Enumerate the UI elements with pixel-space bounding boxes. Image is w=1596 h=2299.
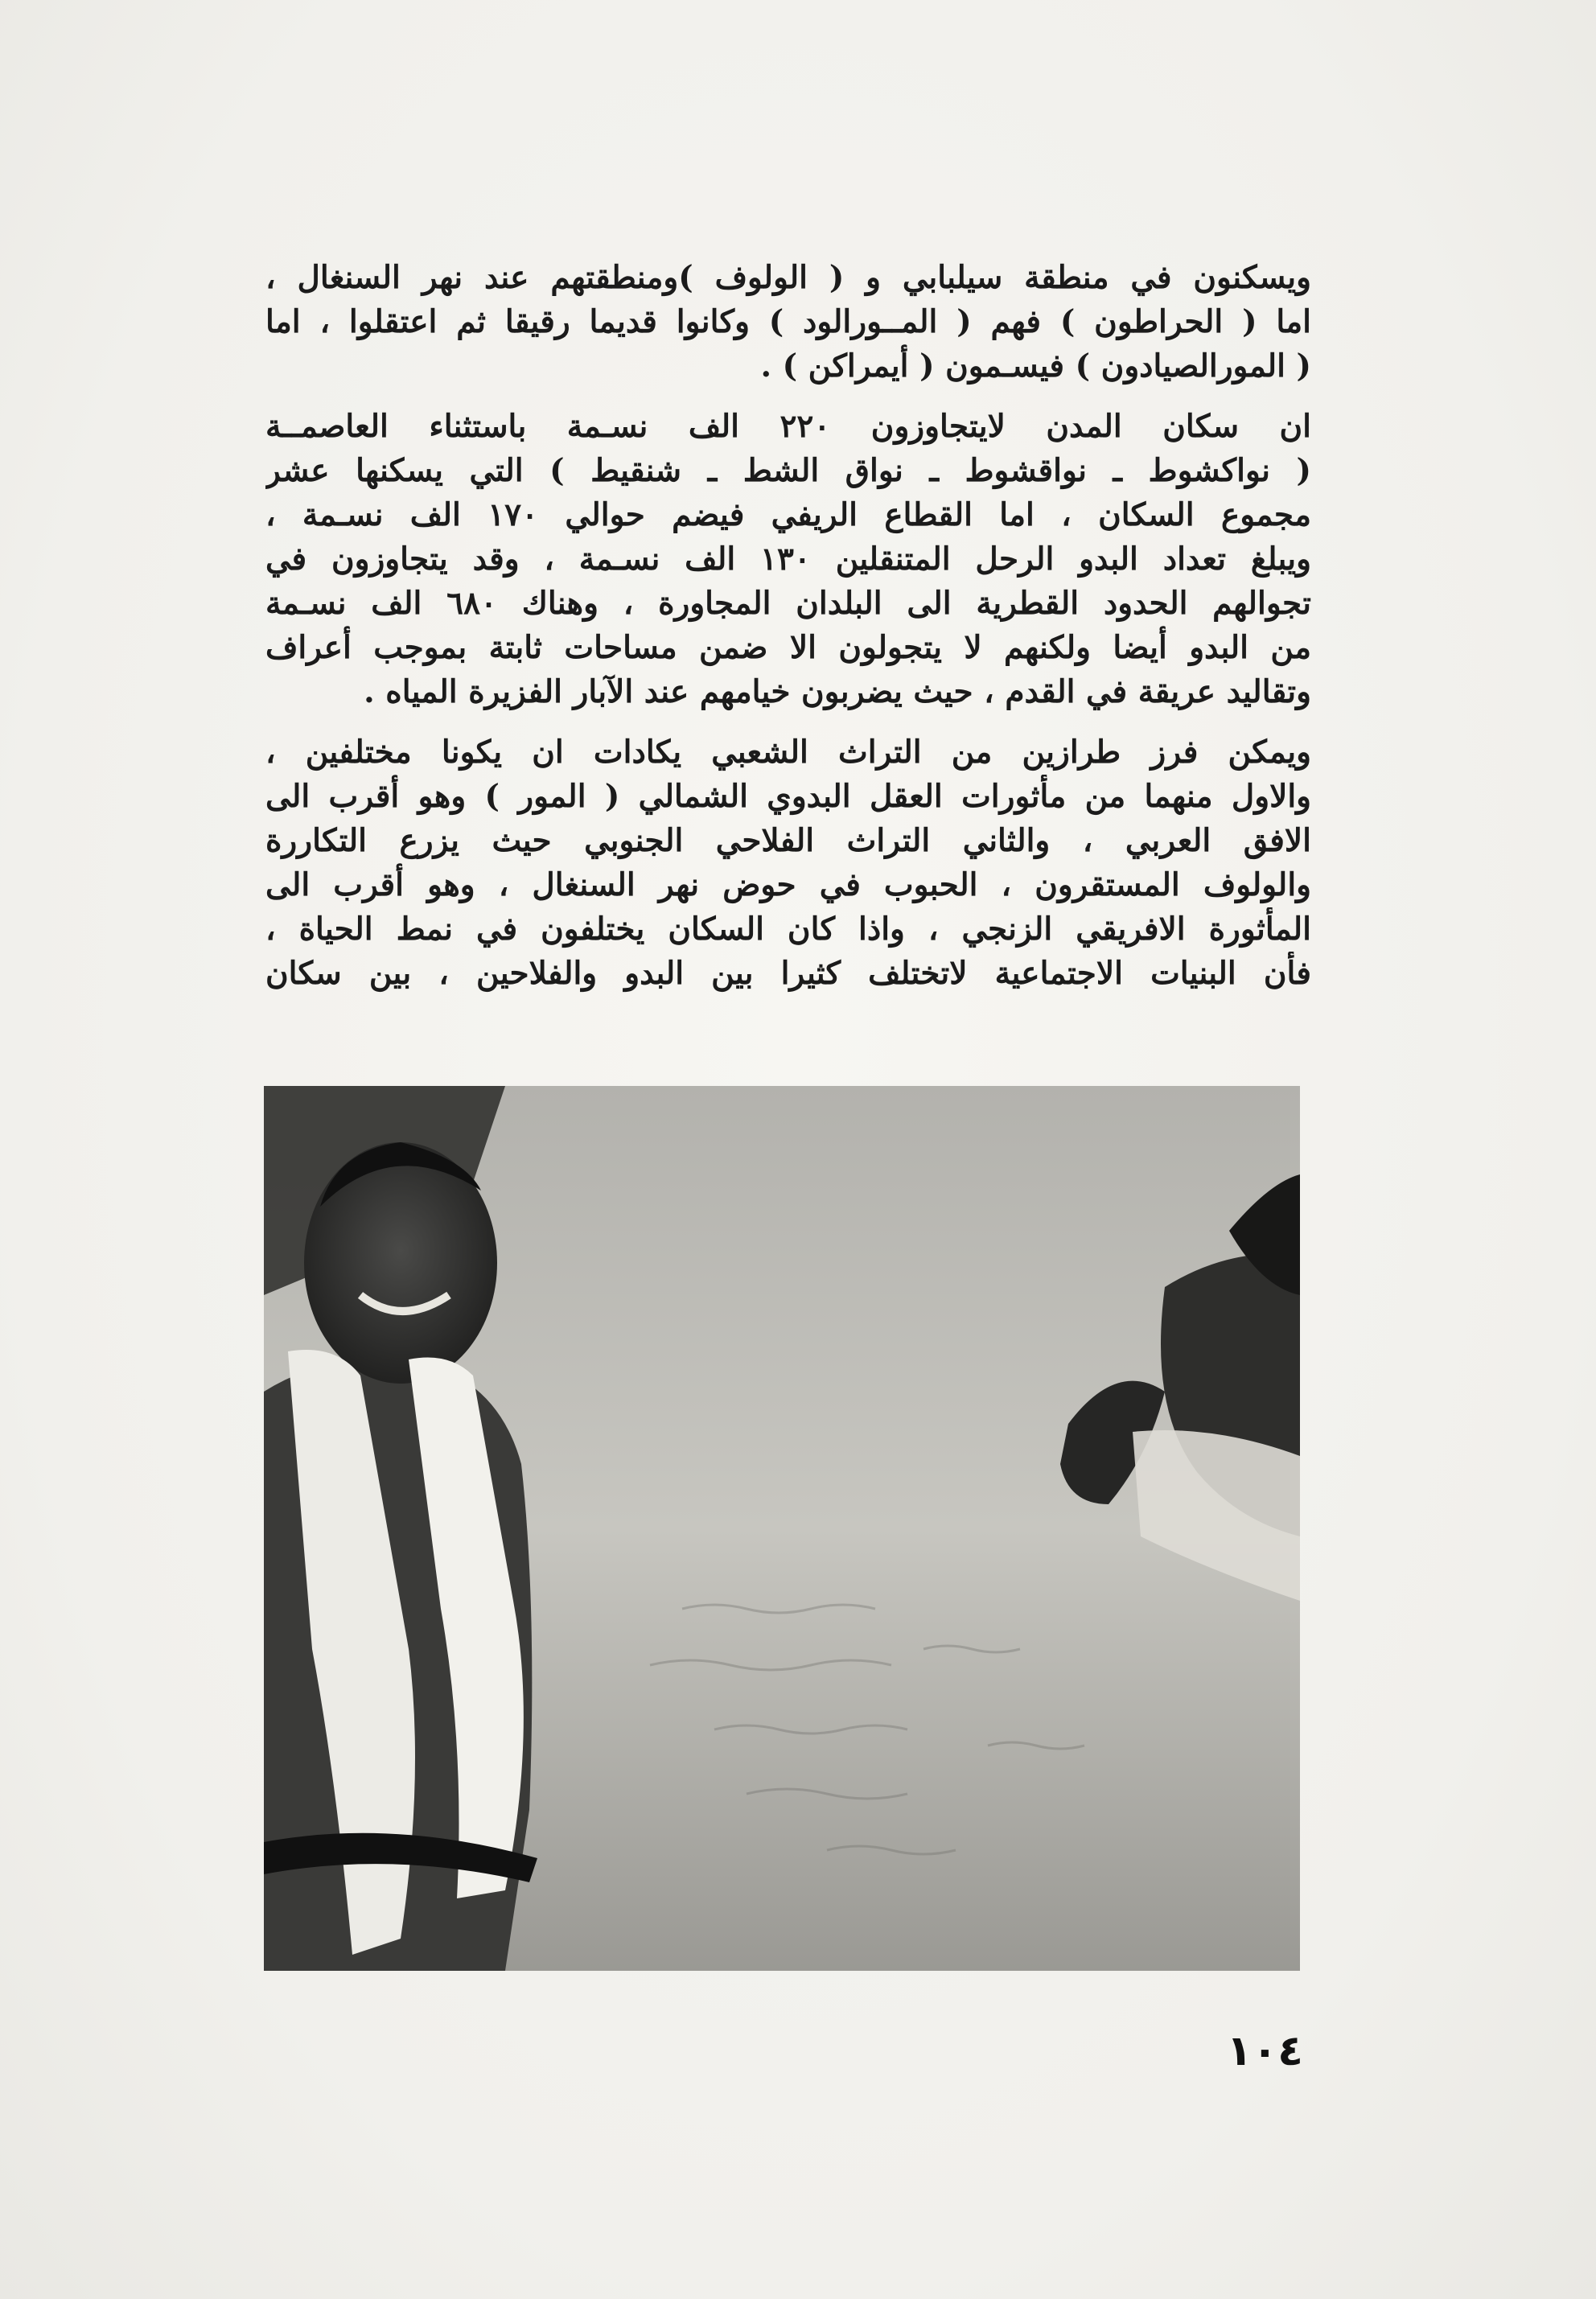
text-line: تجوالهم الحدود القطرية الى البلدان المجاورة ، وهناك ٦٨٠ الف نسـمة xyxy=(265,585,1311,622)
paragraph-2 xyxy=(265,405,1311,714)
text-line: ويمكن فرز طرازين من التراث الشعبي يكادات ان يكونا مختلفين ، xyxy=(265,734,1311,771)
text-line: المأثورة الافريقي الزنجي ، واذا كان السكان يختلفون في نمط الحياة ، xyxy=(265,911,1311,948)
photograph xyxy=(264,1086,1300,1971)
text-line: ( نواكشوط ـ نواقشوط ـ نواق الشط ـ شنقيط ) التي يسكنها عشر xyxy=(265,452,1311,489)
paragraph-1 xyxy=(265,256,1311,389)
body-text xyxy=(265,256,1311,1012)
photo-illustration xyxy=(264,1086,1300,1971)
text-line: من البدو أيضا ولكنهم لا يتجولون الا ضمن مساحات ثابتة بموجب أعراف xyxy=(265,629,1311,666)
text-line: وتقاليد عريقة في القدم ، حيث يضربون خيامهم عند الآبار الفزيرة المياه . xyxy=(364,673,1311,710)
text-line: والولوف المستقرون ، الحبوب في حوض نهر السنغال ، وهو أقرب الى xyxy=(265,866,1311,903)
text-line: ويسكنون في منطقة سيلبابي و ( الولوف )ومنطقتهم عند نهر السنغال ، xyxy=(265,259,1311,296)
text-line: فأن البنيات الاجتماعية لاتختلف كثيرا بين البدو والفلاحين ، بين سكان xyxy=(265,955,1311,992)
text-line: مجموع السكان ، اما القطاع الريفي فيضم حوالي ١٧٠ الف نسـمة ، xyxy=(265,496,1311,533)
text-line: ( المورالصيادون ) فيسـمون ( أيمراكن ) . xyxy=(760,348,1311,385)
text-line: ان سكان المدن لايتجاوزون ٢٢٠ الف نسـمة باستثناء العاصمــة xyxy=(265,408,1311,445)
text-line: اما ( الحراطون ) فهم ( المــورالود ) وكانوا قديما رقيقا ثم اعتقلوا ، اما xyxy=(265,303,1311,340)
text-line: الافق العربي ، والثاني التراث الفلاحي الجنوبي حيث يزرع التكاررة xyxy=(265,822,1311,859)
page-number: ١٠٤ xyxy=(1226,2027,1303,2075)
text-line: والاول منهما من مأثورات العقل البدوي الشمالي ( المور ) وهو أقرب الى xyxy=(265,778,1311,815)
paragraph-3 xyxy=(265,730,1311,996)
text-line: ويبلغ تعداد البدو الرحل المتنقلين ١٣٠ الف نسـمة ، وقد يتجاوزون في xyxy=(265,541,1311,578)
